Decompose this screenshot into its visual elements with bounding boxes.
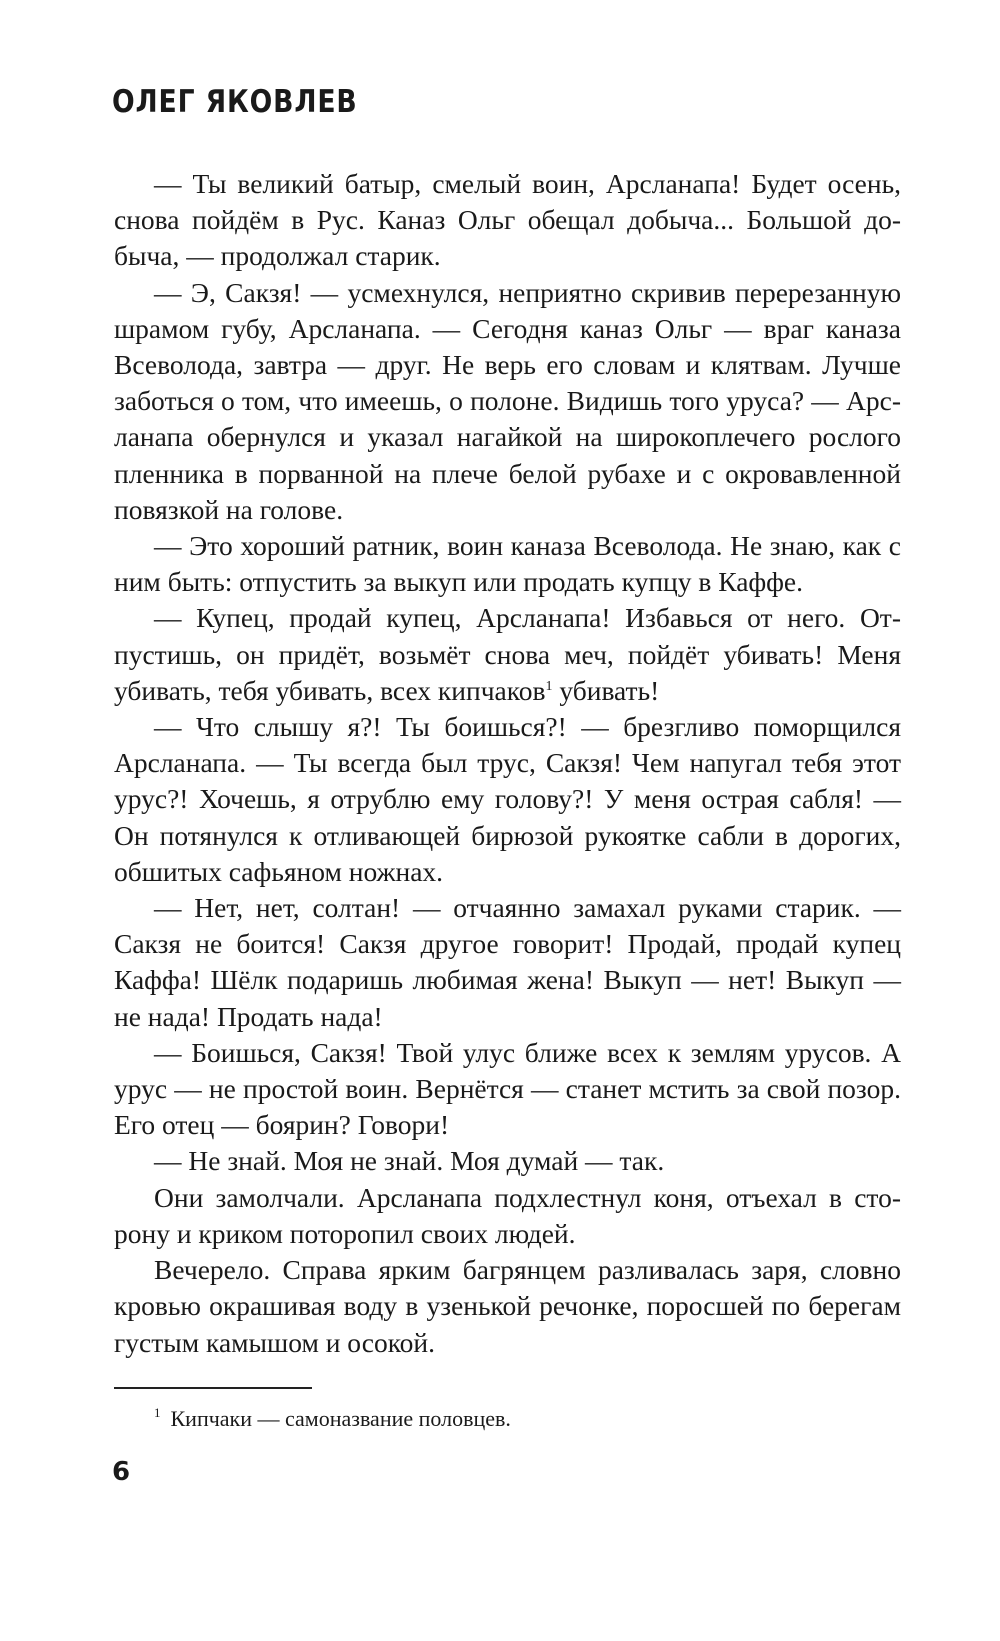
footnote xyxy=(154,1398,511,1434)
paragraph: — Э, Сакзя! — усмехнулся, неприятно скривив перерезанную шрамом губу, Арсланапа. — Сегодня каназ Ольг — враг каназа Всеволода, завтра — друг. Не верь его словам и клятвам. Лучше заботься о том, что имеешь, о полоне. Видишь того уруса? — Арсланапа обернулся и указал нагайкой на широкоплечего рослого пленника в порванной на плече белой рубахе и с окровавленной повязкой на голове. xyxy=(114,276,901,525)
paragraph-text: убивать! xyxy=(552,674,660,706)
paragraph: — Нет, нет, солтан! — отчаянно замахал руками старик. — Сакзя не боится! Сакзя другое говорит! Продай, продай купец Каффа! Шёлк подаришь любимая жена! Выкуп — нет! Выкуп — не нада! Продать нада! xyxy=(114,892,901,1032)
footnote-reference: 1 xyxy=(545,678,553,694)
footnote-divider xyxy=(114,1387,312,1389)
paragraph: — Что слышу я?! Ты боишься?! — брезгливо поморщился Арсланапа. — Ты всегда был трус, Сакзя! Чем напугал тебя этот урус?! Хочешь, я отрублю ему голову?! У меня острая сабля! — Он потянулся к отливающей бирюзой рукоятке сабли в дорогих, обшитых сафьяном ножнах. xyxy=(114,711,901,887)
running-head-author: ОЛЕГ ЯКОВЛЕВ xyxy=(112,84,358,120)
paragraph: — Это хороший ратник, воин каназа Всеволода. Не знаю, как с ним быть: отпустить за выкуп или продать купцу в Каффе. xyxy=(114,530,901,598)
footnote-text: Кипчаки — самоназвание половцев. xyxy=(170,1406,511,1431)
page-number: 6 xyxy=(112,1457,131,1487)
paragraph: — Не знай. Моя не знай. Моя думай — так. xyxy=(154,1145,665,1177)
paragraph-with-footnote xyxy=(114,600,901,709)
footnote-mark: 1 xyxy=(154,1405,161,1420)
paragraph: — Боишься, Сакзя! Твой улус ближе всех к землям урусов. А урус — не простой воин. Вернётся — станет мстить за свой позор. Его отец — боярин? Говори! xyxy=(114,1036,901,1141)
paragraph: — Ты великий батыр, смелый воин, Арсланапа! Будет осень, снова пойдём в Рус. Каназ Ольг обещал добыча... Большой добыча, — продолжал старик. xyxy=(114,168,901,272)
paragraph: Вечерело. Справа ярким багрянцем разливалась заря, словно кровью окрашивая воду в узенькой речонке, поросшей по берегам густым камышом и осокой. xyxy=(114,1254,901,1358)
main-text xyxy=(114,166,901,1361)
paragraph: Они замолчали. Арсланапа подхлестнул коня, отъехал в сторону и криком поторопил своих людей. xyxy=(114,1181,901,1249)
paragraph-text: — Купец, продай купец, Арсланапа! Избавься от него. Отпустишь, он придёт, возьмёт снова меч, пойдёт убивать! Меня убивать, тебя убивать, всех кипчаков xyxy=(114,602,901,706)
